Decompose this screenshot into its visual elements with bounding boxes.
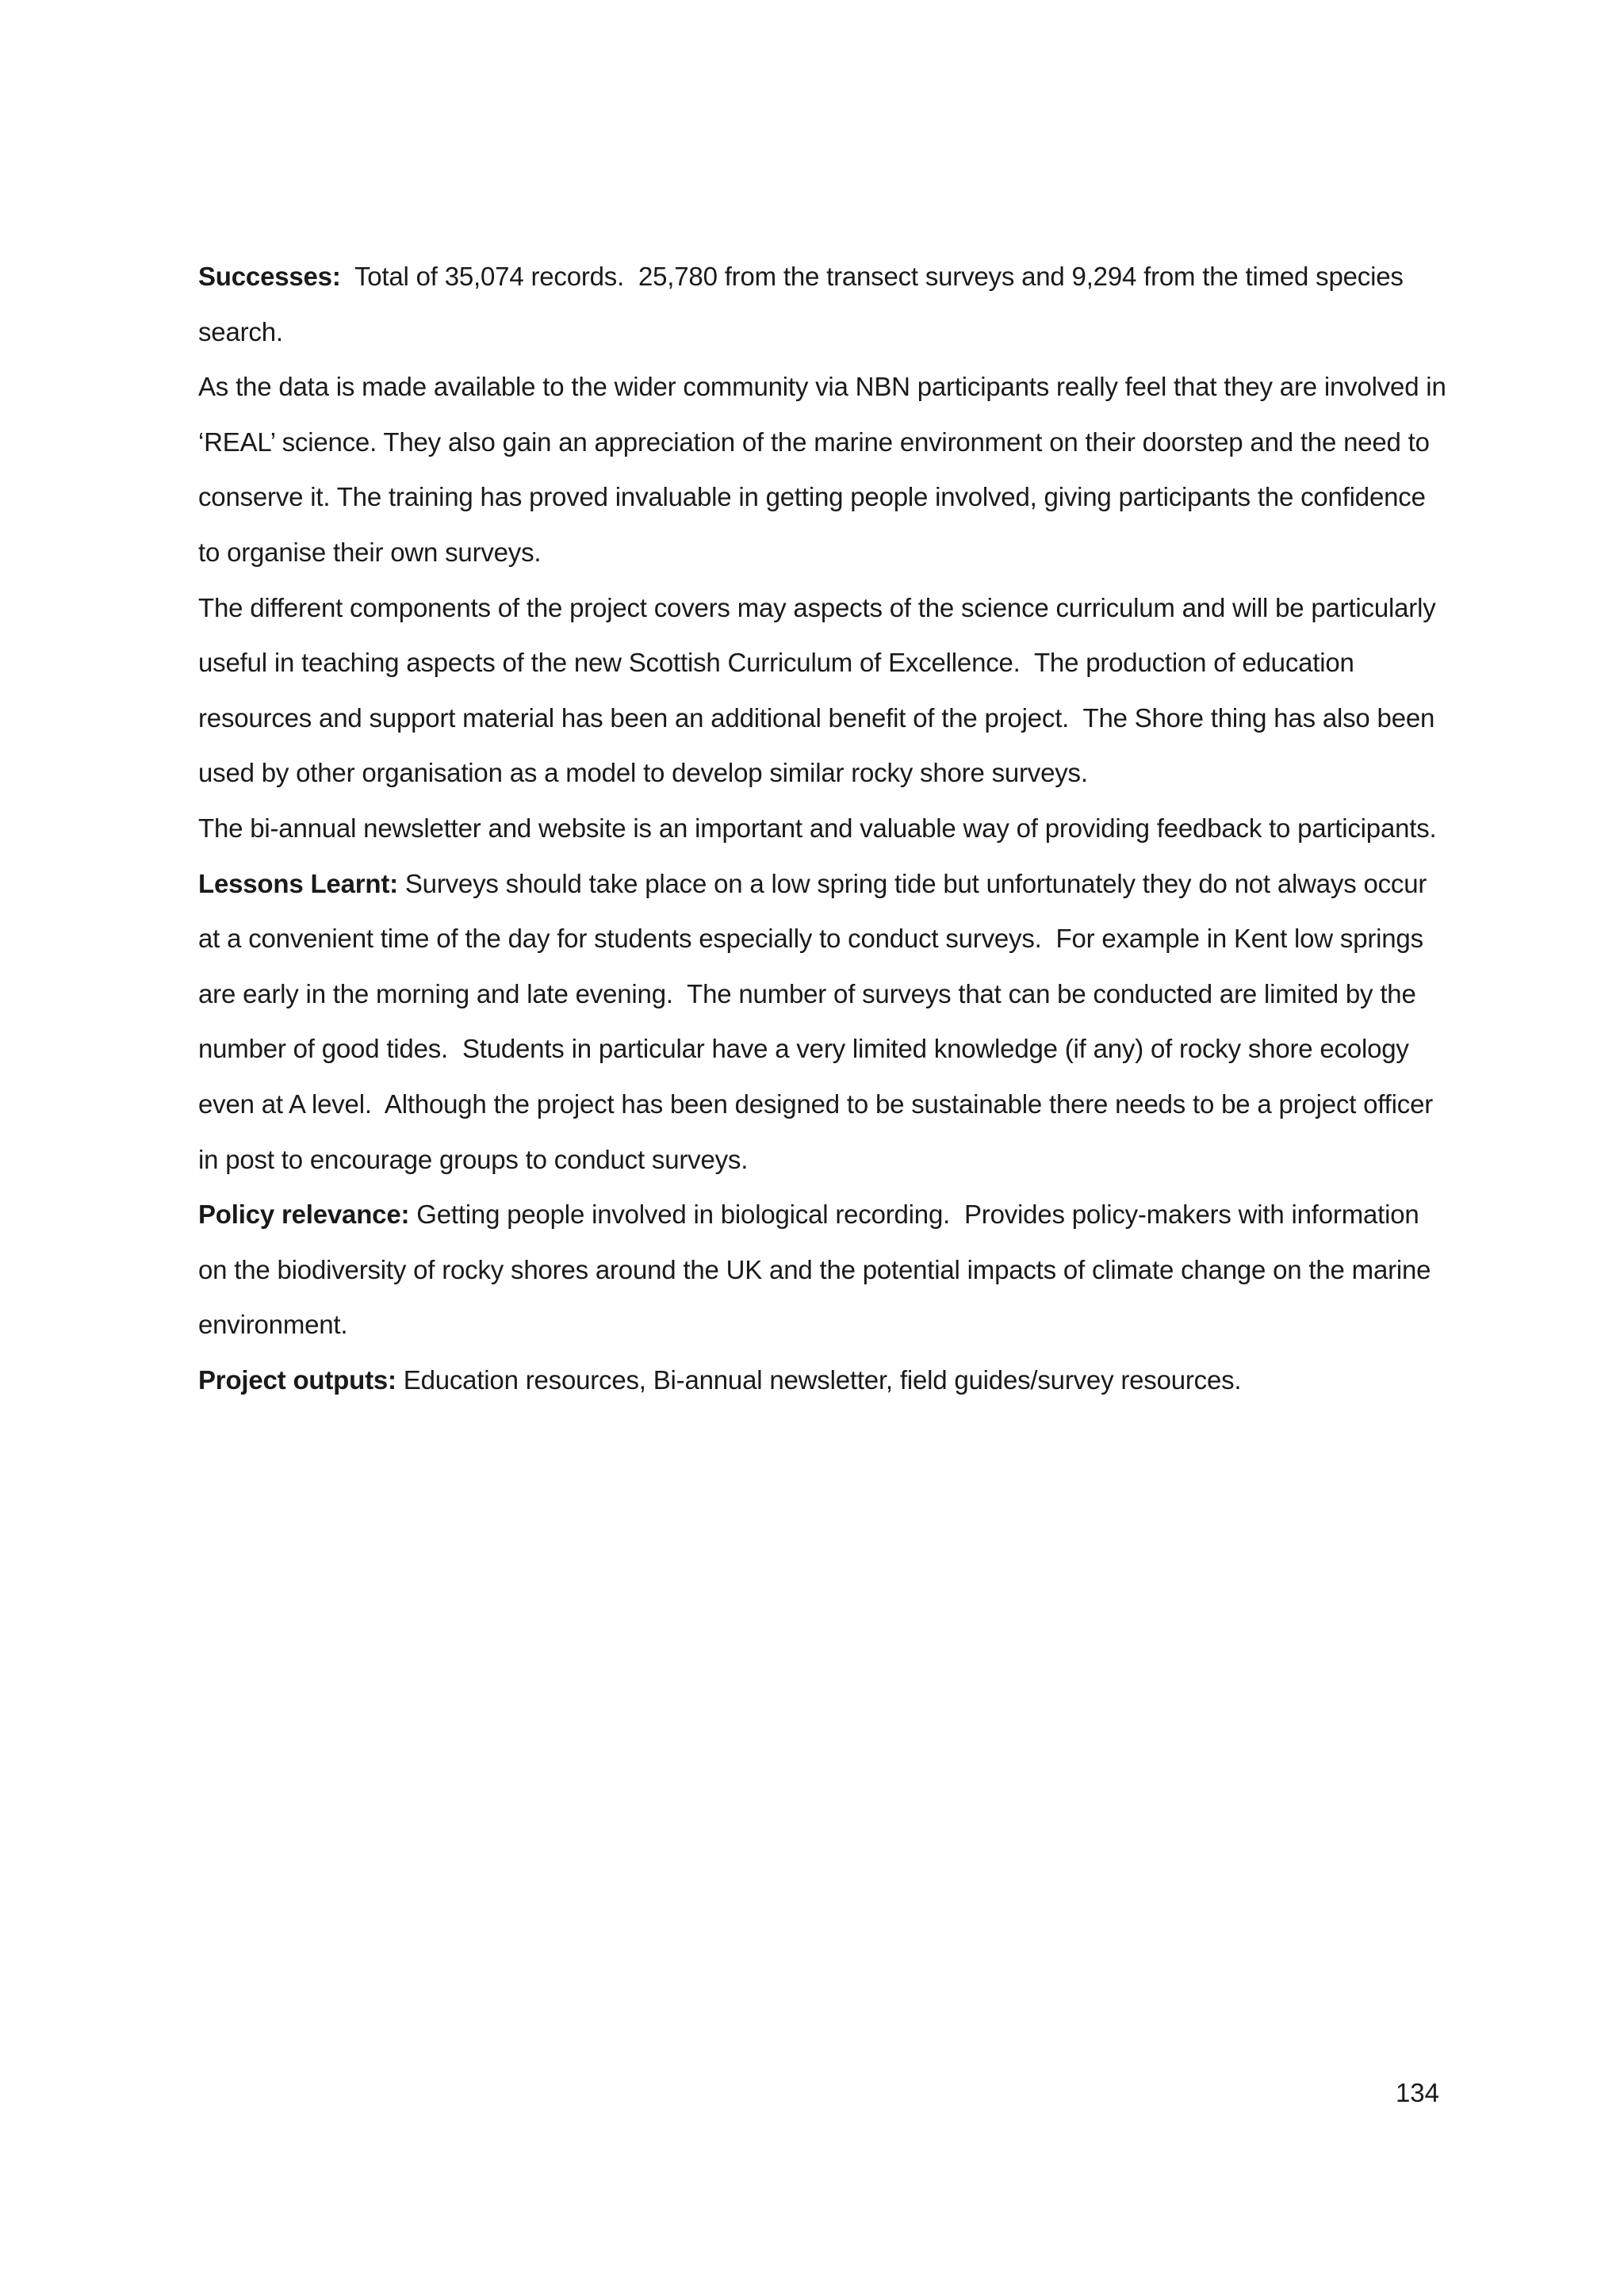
text-curriculum: The different components of the project covers may aspects of the science curriculum and will be particularly useful in teaching aspects of the new Scottish Curriculum of Excellence. The production of education resources and support material has been an additional benefit of the project. The Shore thing has also been used by other organisation as a model to develop similar rocky shore surveys. [198, 592, 1443, 788]
body-text [198, 249, 1447, 1407]
text-real-science: As the data is made available to the wider community via NBN participants really feel that they are involved in ‘REAL’ science. They also gain an appreciation of the marine environment on their doorstep and the need to conserve it. The training has proved invaluable in getting people involved, giving participants the confidence to organise their own surveys. [198, 372, 1446, 567]
paragraph-newsletter [198, 801, 1447, 856]
text-lessons-learnt: Surveys should take place on a low spring tide but unfortunately they do not always occur at a convenient time of the day for students especially to conduct surveys. For example in Kent low springs are early in the morning and late evening. The number of surveys that can be conducted are limited by the number of good tides. Students in particular have a very limited knowledge (if any) of rocky shore ecology even at A level. Although the project has been designed to be sustainable there needs to be a project officer in post to encourage groups to conduct surveys. [198, 868, 1440, 1174]
paragraph-policy-relevance [198, 1187, 1447, 1353]
text-policy-relevance: Getting people involved in biological recording. Provides policy-makers with information on the biodiversity of rocky shores around the UK and the potential impacts of climate change on the marine environment. [198, 1200, 1438, 1340]
page-number: 134 [1395, 2078, 1439, 2107]
text-successes: Total of 35,074 records. 25,780 from the transect surveys and 9,294 from the timed species search. [198, 262, 1411, 346]
heading-policy-relevance: Policy relevance: [198, 1200, 410, 1230]
heading-successes: Successes: [198, 262, 341, 291]
text-newsletter: The bi-annual newsletter and website is an important and valuable way of providing feedback to participants. [198, 813, 1437, 843]
paragraph-successes [198, 249, 1447, 359]
paragraph-project-outputs [198, 1353, 1447, 1408]
paragraph-curriculum [198, 580, 1447, 801]
heading-project-outputs: Project outputs: [198, 1364, 396, 1395]
heading-lessons-learnt: Lessons Learnt: [198, 868, 398, 898]
text-project-outputs: Education resources, Bi-annual newsletter, field guides/survey resources. [396, 1364, 1242, 1395]
paragraph-lessons-learnt [198, 856, 1447, 1188]
paragraph-real-science [198, 359, 1447, 580]
